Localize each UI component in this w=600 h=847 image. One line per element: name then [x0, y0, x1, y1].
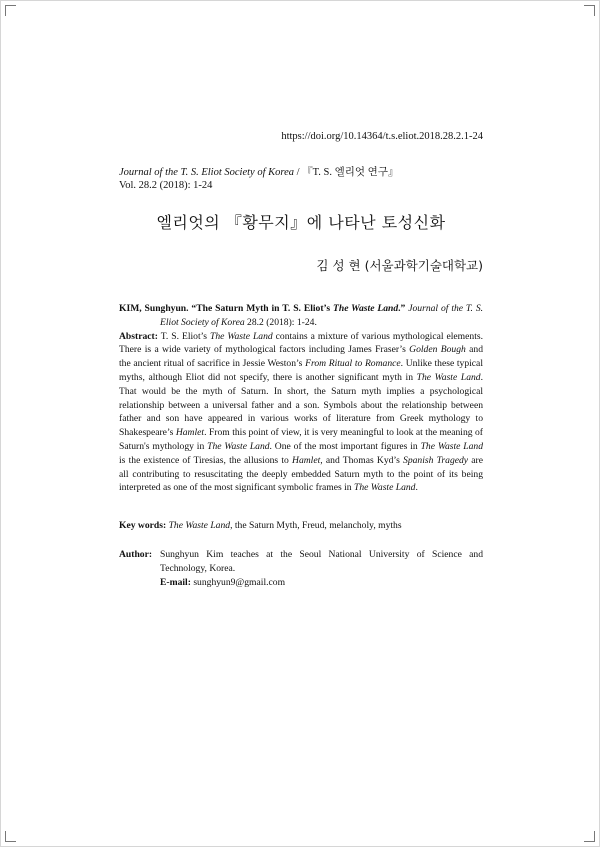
- abstract-italic-segment: From Ritual to Romance: [305, 358, 401, 370]
- author-bio: [160, 548, 483, 589]
- author-bio-text: Sunghyun Kim teaches at the Seoul National University of Science and Technology, Korea.: [160, 549, 483, 574]
- journal-name: Journal of the T. S. Eliot Society of Korea: [119, 167, 294, 178]
- abstract-italic-segment: The Waste Land: [420, 440, 483, 452]
- citation: [119, 302, 483, 330]
- abstract-italic-segment: The Waste Land: [354, 482, 416, 494]
- keywords-rest: , the Saturn Myth, Freud, melancholy, myths: [230, 520, 402, 531]
- abstract-segment: is the existence of Tiresias, the allusions to: [119, 454, 293, 466]
- keyword-first: The Waste Land: [168, 520, 231, 531]
- citation-author: KIM, Sunghyun.: [119, 303, 189, 314]
- abstract-segment: . From this point of view, it is very meaningful to look at the meaning of Saturn's mythology in: [119, 427, 483, 452]
- author-info: [119, 548, 483, 589]
- abstract-segment: contains a mixture of various mythological elements. There is a wide variety of mythological factors including James Fraser’s: [119, 330, 483, 356]
- abstract-italic-segment: The Waste Land: [207, 440, 270, 452]
- author-label: Author:: [119, 549, 153, 560]
- citation-journal: Journal of the T. S. Eliot Society of Korea: [160, 303, 484, 328]
- abstract-italic-segment: Spanish Tragedy: [403, 454, 469, 466]
- abstract-segment: , and Thomas Kyd’s: [320, 454, 404, 466]
- abstract-label: Abstract:: [119, 330, 158, 342]
- abstract-italic-segment: The Waste Land: [416, 371, 481, 383]
- abstract-italic-segment: The Waste Land: [210, 330, 273, 342]
- citation-article-work: The Waste Land: [333, 303, 399, 314]
- abstract-segment: and the ancient ritual of sacrifice in Jessie Weston’s: [119, 344, 483, 370]
- email-label: E-mail:: [160, 576, 191, 588]
- author-affiliation: 김 성 현 (서울과학기술대학교): [316, 258, 483, 273]
- abstract-italic-segment: Hamlet: [175, 427, 205, 439]
- abstract-italic-segment: Hamlet: [292, 454, 321, 466]
- keywords-label: Key words:: [119, 520, 167, 531]
- citation-details: 28.2 (2018): 1-24.: [244, 316, 317, 328]
- journal-info: [119, 166, 398, 192]
- doi-link[interactable]: https://doi.org/10.14364/t.s.eliot.2018.28.2.1-24: [281, 131, 483, 142]
- abstract-segment: . That would be the myth of Saturn. In short, the Saturn myth implies a psychological relationship between a universal father and a son. Symbols about the relationship between father and son have appeared in various works of literature from Greek mythology to Shakespeare’s: [119, 371, 483, 439]
- citation-article-prefix: “The Saturn Myth in T. S. Eliot’s: [188, 303, 334, 314]
- crop-mark: [5, 831, 16, 842]
- journal-separator: /: [293, 167, 303, 178]
- crop-mark: [584, 5, 595, 16]
- abstract-italic-segment: Golden Bough: [409, 344, 466, 356]
- keywords: [119, 520, 483, 531]
- citation-article-suffix: .”: [398, 303, 409, 314]
- crop-mark: [5, 5, 16, 16]
- abstract-segment: T. S. Eliot’s: [157, 330, 211, 342]
- journal-volume: Vol. 28.2 (2018): 1-24: [119, 180, 213, 191]
- abstract-segment: .: [415, 482, 418, 494]
- abstract-text: [119, 331, 483, 494]
- abstract-segment: . Unlike these typical myths, although Eliot did not specify, there is another significant myth in: [119, 358, 483, 383]
- crop-mark: [584, 831, 595, 842]
- journal-korean-name: 『T. S. 엘리엇 연구』: [302, 167, 399, 178]
- abstract-paragraph: [119, 330, 483, 496]
- email-address[interactable]: sunghyun9@gmail.com: [190, 576, 286, 588]
- abstract-segment: are all contributing to resuscitating the deeply embedded Saturn myth to the point of its being interpreted as one of the most significant symbolic frames in: [119, 454, 483, 494]
- article-title: 엘리엇의 『황무지』에 나타난 토성신화: [156, 213, 446, 232]
- abstract-segment: . One of the most important figures in: [269, 440, 421, 452]
- abstract-block: [119, 302, 483, 495]
